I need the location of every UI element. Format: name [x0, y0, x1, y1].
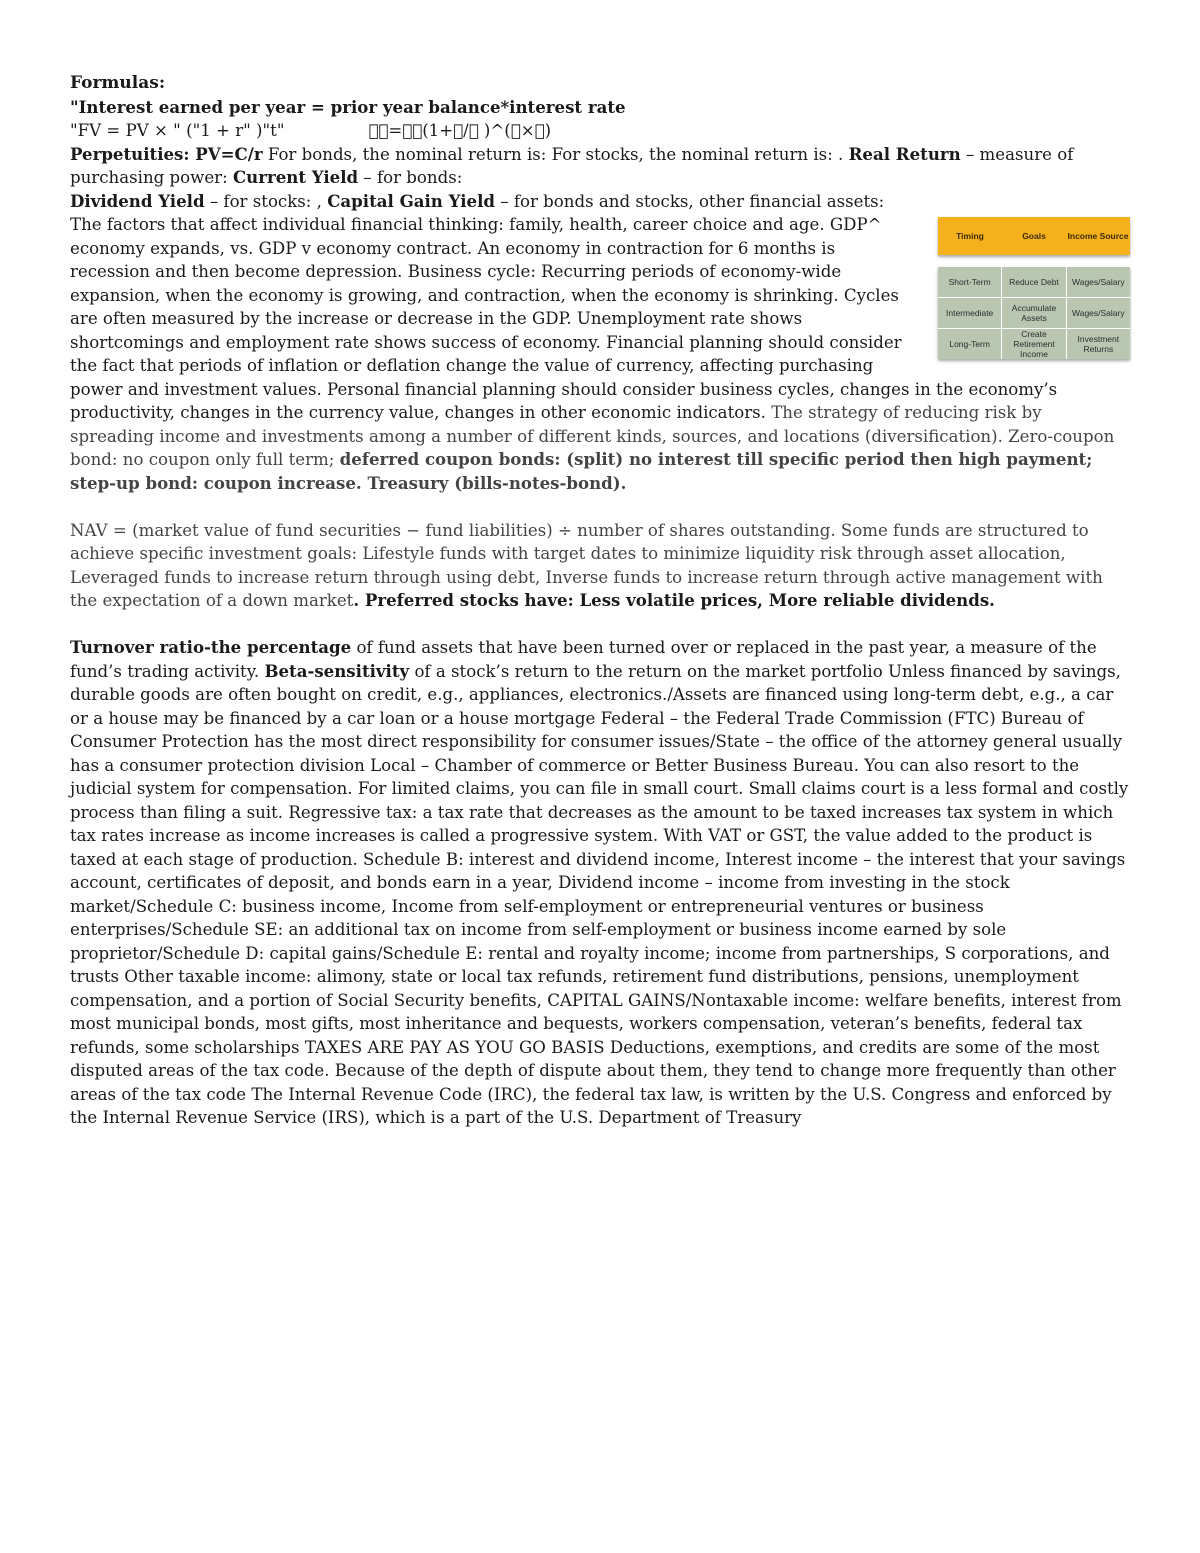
- figure-row: [938, 298, 1130, 329]
- interest-formula-text: "Interest earned per year = prior year balance*interest rate: [70, 96, 626, 117]
- figure-cell: Long-Term: [938, 329, 1002, 359]
- capital-gain-yield-label: Capital Gain Yield: [327, 190, 495, 211]
- fv-formula-text: "FV = PV × " ("1 + r" )"t": [70, 121, 285, 140]
- figure-grid: [938, 267, 1130, 359]
- perpetuities-paragraph: [70, 143, 1130, 190]
- beta-label: Beta-sensitivity: [264, 660, 410, 681]
- bond-types-text: deferred coupon bonds: (split) no interest till specific period then high payment; step-up bond: coupon increase. Treasury (bills-notes-bond).: [70, 449, 1093, 493]
- beta-text: of a stock’s return to the return on the market portfolio Unless financed by savings, durable goods are often bought on credit, e.g., appliances, electronics./Assets are financed using long-term debt, e.g., a car or a house may be financed by a car loan or a house mortgage Federal – the Federal Trade Commission (FTC) Bureau of Consumer Protection has the most direct responsibility for consumer issues/State – the office of the attorney general usually has a consumer protection division Local – Chamber of commerce or Better Business Bureau. You can also resort to the judicial system for compensation. For limited claims, you can file in small court. Small claims court is a less formal and costly process than filing a suit. Regressive tax: a tax rate that decreases as the amount to be taxed increases tax system in which tax rates increase as income increases is called a progressive system. With VAT or GST, the value added to the product is taxed at each stage of production. Schedule B: interest and dividend income, Interest income – the interest that your savings account, certificates of deposit, and bonds earn in a year, Dividend income – income from investing in the stock market/Schedule C: business income, Income from self-employment or entrepreneurial ventures or business enterprises/Schedule SE: an additional tax on income from self-employment or business income earned by sole proprietor/Schedule D: capital gains/Schedule E: rental and royalty income; income from partnerships, S corporations, and trusts Other taxable income: alimony, state or local tax refunds, retirement fund distributions, pensions, unemployment compensation, and a portion of Social Security benefits, CAPITAL GAINS/Nontaxable income: welfare benefits, interest from most municipal bonds, most gifts, most inheritance and bequests, workers compensation, veteran’s benefits, federal tax refunds, some scholarships TAXES ARE PAY AS YOU GO BASIS Deductions, exemptions, and credits are some of the most disputed areas of the tax code. Because of the depth of dispute about them, they tend to change more frequently than other areas of the tax code The Internal Revenue Code (IRC), the federal tax law, is written by the U.S. Congress and enforced by the Internal Revenue Service (IRS), which is a part of the U.S. Department of Treasury: [70, 661, 1129, 1127]
- figure-cell: Wages/Salary: [1067, 267, 1130, 298]
- figure-header-row: [938, 217, 1130, 255]
- diversification-text: The strategy of reducing risk by spreading income and investments among a number of different kinds, sources, and locations (diversification). Zero-coupon bond: no coupon only full term;: [70, 403, 1115, 469]
- dividend-yield-paragraph: [70, 190, 1130, 214]
- turnover-label: Turnover ratio-the percentage: [70, 637, 352, 657]
- figure-cell: Wages/Salary: [1067, 298, 1130, 329]
- turnover-text: of fund assets that have been turned over or replaced in the past year, a measure of the fund’s trading activity.: [70, 638, 1097, 681]
- fv-formula-equation: 􀜨􀜸=􀜲􀜸(1+􀝎/􀜶 )^(􀜶×􀝐): [368, 121, 552, 140]
- perpetuities-text: For bonds, the nominal return is: For stocks, the nominal return is: .: [262, 144, 849, 164]
- current-yield-label: Current Yield: [232, 167, 359, 187]
- real-return-label: Real Return: [848, 143, 961, 164]
- capital-gain-yield-text: – for bonds and stocks, other financial assets:: [494, 191, 885, 211]
- figure-cell: Reduce Debt: [1002, 267, 1066, 298]
- interest-formula: [70, 96, 1130, 120]
- figure-cell: Intermediate: [938, 298, 1002, 329]
- figure-header-income-source: Income Source: [1067, 231, 1129, 241]
- financial-goals-figure: [938, 217, 1130, 359]
- figure-header-timing: Timing: [956, 231, 984, 241]
- formulas-heading: Formulas:: [70, 73, 166, 93]
- figure-header-goals: Goals: [1022, 231, 1046, 241]
- preferred-stocks-text: . Preferred stocks have: Less volatile prices, More reliable dividends.: [353, 590, 995, 610]
- turnover-paragraph: [70, 636, 1130, 1130]
- figure-cell: Short-Term: [938, 267, 1002, 298]
- future-value-formula: [70, 119, 1130, 143]
- figure-cell: Create Retirement Income: [1002, 329, 1066, 359]
- figure-row: [938, 267, 1130, 298]
- figure-cell: Accumulate Assets: [1002, 298, 1066, 329]
- paragraph-gap: [70, 495, 1130, 519]
- perpetuities-label: Perpetuities: PV=C/r: [70, 143, 263, 164]
- current-yield-text: – for bonds:: [358, 168, 463, 187]
- dividend-yield-label: Dividend Yield: [70, 190, 205, 211]
- real-return-text: – measure of purchasing power:: [70, 144, 1074, 187]
- dividend-yield-text: – for stocks: ,: [204, 191, 328, 211]
- figure-row: [938, 329, 1130, 359]
- figure-cell: Investment Returns: [1067, 329, 1130, 359]
- nav-text: NAV = (market value of fund securities − fund liabilities) ÷ number of shares outstanding. Some funds are structured to achieve specific investment goals: Lifestyle funds with target dates to minimize liquidity risk through asset allocation, Leveraged funds to increase return through using debt, Inverse funds to increase return through active management with the expectation of a down market: [70, 520, 1103, 610]
- nav-paragraph: [70, 519, 1130, 613]
- paragraph-gap: [70, 613, 1130, 637]
- economy-text: The factors that affect individual financial thinking: family, health, career choice and age. GDP^ economy expands, vs. GDP v economy contract. An economy in contraction for 6 months is recession and then become depression. Business cycle: Recurring periods of economy-wide expansion, when the economy is growing, and contraction, when the economy is shrinking. Cycles are often measured by the increase or decrease in the GDP. Unemployment rate shows shortcomings and employment rate shows success of economy. Financial planning should consider the fact that periods of inflation or deflation change the value of currency, affecting purchasing power and investment values. Personal financial planning should consider business cycles, changes in the economy’s productivity, changes in the currency value, changes in other economic indicators.: [70, 215, 1058, 422]
